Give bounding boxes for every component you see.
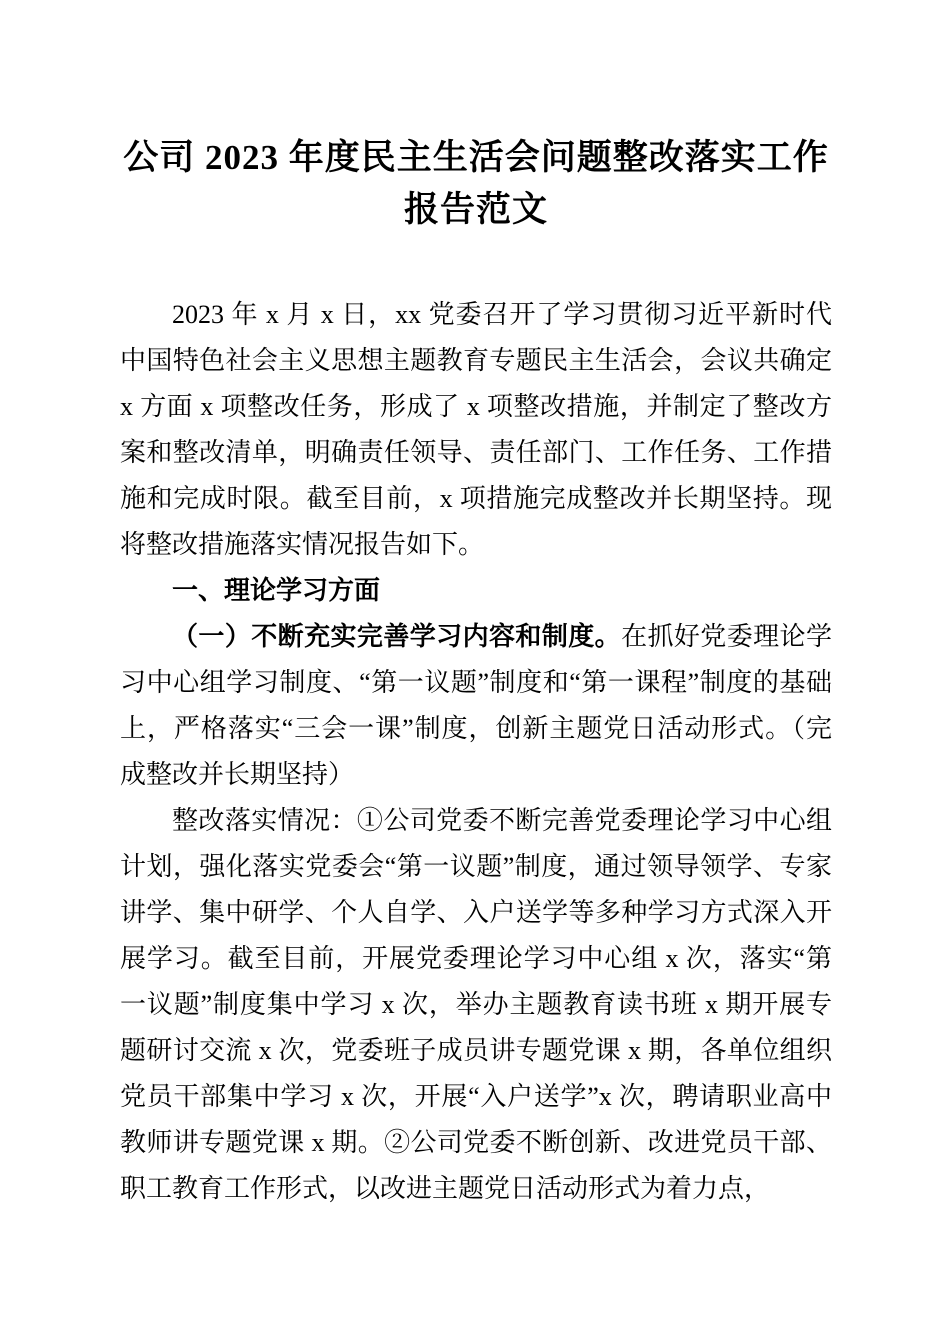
document-title-line-1: 公司 2023 年度民主生活会问题整改落实工作 (123, 138, 829, 177)
document-title (120, 132, 832, 236)
section-heading: 一、理论学习方面 (172, 576, 381, 605)
document-title-line-2: 报告范文 (403, 190, 548, 229)
implementation-paragraph: 整改落实情况：①公司党委不断完善党委理论学习中心组计划，强化落实党委会“第一议题”制度，通过领导领学、专家讲学、集中研学、个人自学、入户送学等多种学习方式深入开展学习。截至目前，开展党委理论学习中心组 x 次，落实“第一议题”制度集中学习 x 次，举办主题教育读书班 x 期开展专题研讨交流 x 次，党委班子成员讲专题党课 x 期，各单位组织党员干部集中学习 x 次，开展“入户送学”x 次，聘请职业高中教师讲专题党课 x 期。②公司党委不断创新、改进党员干部、职工教育工作形式，以改进主题党日活动形式为着力点， (120, 806, 832, 1203)
item-paragraph (120, 614, 832, 798)
item-paragraph-lead: （一）不断充实完善学习内容和制度。 (172, 622, 622, 651)
intro-paragraph: 2023 年 x 月 x 日，xx 党委召开了学习贯彻习近平新时代中国特色社会主义思想主题教育专题民主生活会，会议共确定 x 方面 x 项整改任务，形成了 x 项整改措施，并制定了整改方案和整改清单，明确责任领导、责任部门、工作任务、工作措施和完成时限。截至目前，x 项措施完成整改并长期坚持。现将整改措施落实情况报告如下。 (120, 300, 832, 559)
item-paragraph-rest: 在抓好党委理论学习中心组学习制度、“第一议题”制度和“第一课程”制度的基础上，严格落实“三会一课”制度，创新主题党日活动形式。（完成整改并长期坚持） (120, 622, 832, 789)
